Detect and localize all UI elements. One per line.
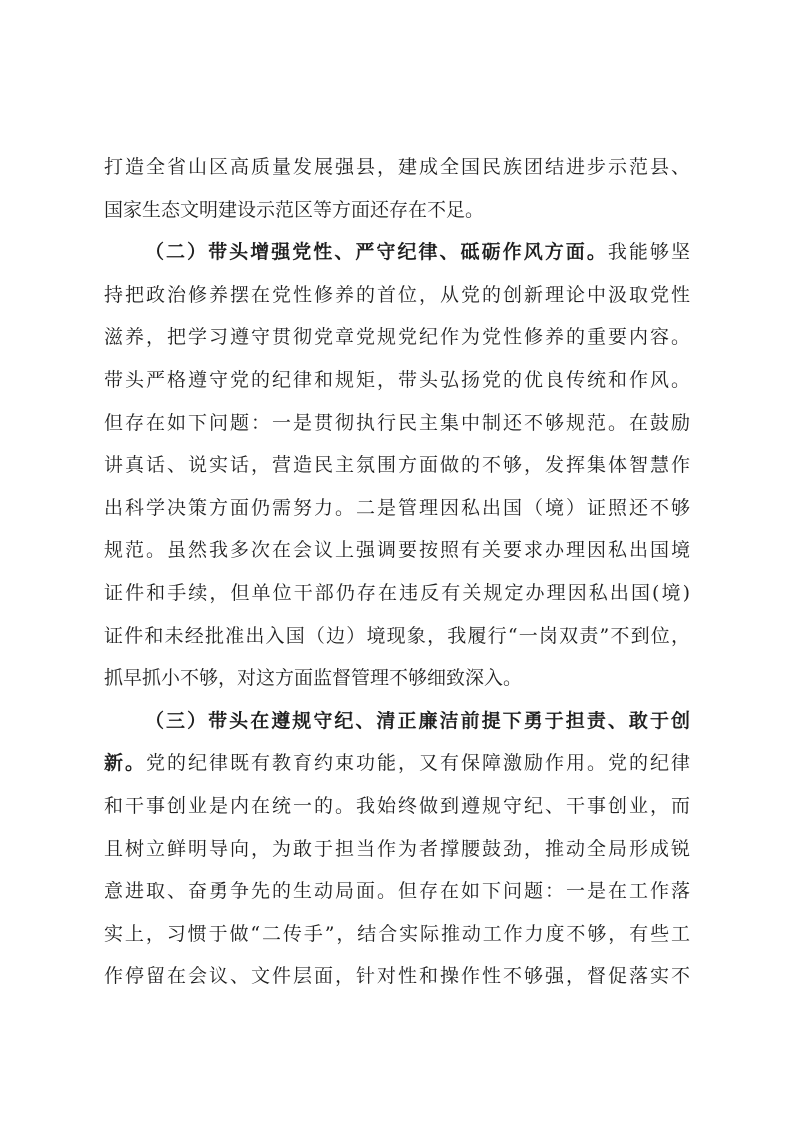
text-line: [104, 231, 690, 274]
text-line: [104, 189, 690, 232]
section-heading-text: （二）带头增强党性、严守纪律、砥砺作风方面。: [145, 241, 608, 264]
body-text: 滋养，把学习遵守贯彻党章党规党纪作为党性修养的重要内容。: [104, 326, 690, 349]
text-line: [104, 955, 690, 998]
text-line: [104, 700, 690, 743]
body-text: 和干事创业是内在统一的。我始终做到遵规守纪、干事创业，而: [104, 794, 690, 817]
body-text: 意进取、奋勇争先的生动局面。但存在如下问题：一是在工作落: [104, 880, 690, 903]
body-text: 打造全省山区高质量发展强县，建成全国民族团结进步示范县、: [104, 156, 690, 178]
text-block: [104, 146, 690, 998]
text-line: [104, 274, 690, 317]
section-heading-text: （三）带头在遵规守纪、清正廉洁前提下勇于担责、敢于创: [145, 709, 690, 732]
text-line: [104, 828, 690, 871]
body-text: 实上，习惯于做“二传手”，结合实际推动工作力度不够，有些工: [104, 922, 690, 945]
text-line: [104, 316, 690, 359]
body-text: 党的纪律既有教育约束功能，又有保障激励作用。党的纪律: [146, 752, 690, 775]
text-line: [104, 529, 690, 572]
text-line: [104, 870, 690, 913]
text-line: [104, 785, 690, 828]
body-text: 抓早抓小不够，对这方面监督管理不够细致深入。: [104, 667, 523, 690]
body-text: 我能够坚: [607, 241, 690, 264]
section-heading-text: 新。: [104, 752, 146, 775]
body-text: 证件和未经批准出入国（边）境现象，我履行“一岗双责”不到位，: [104, 624, 690, 647]
body-text: 证件和手续，但单位干部仍存在违反有关规定办理因私出国(境): [104, 581, 690, 604]
body-text: 出科学决策方面仍需努力。二是管理因私出国（境）证照还不够: [104, 496, 690, 519]
text-line: [104, 487, 690, 530]
text-line: [104, 359, 690, 402]
text-line: [104, 657, 690, 700]
text-line: [104, 444, 690, 487]
body-text: 讲真话、说实话，营造民主氛围方面做的不够，发挥集体智慧作: [104, 454, 690, 477]
body-text: 且树立鲜明导向，为敢于担当作为者撑腰鼓劲，推动全局形成锐: [104, 837, 690, 860]
text-line: [104, 402, 690, 445]
text-line: [104, 913, 690, 956]
body-text: 国家生态文明建设示范区等方面还存在不足。: [104, 198, 485, 221]
body-text: 带头严格遵守党的纪律和规矩，带头弘扬党的优良传统和作风。: [104, 368, 690, 391]
text-line: [104, 146, 690, 189]
text-line: [104, 742, 690, 785]
text-line: [104, 572, 690, 615]
body-text: 规范。虽然我多次在会议上强调要按照有关要求办理因私出国境: [104, 539, 690, 562]
body-text: 持把政治修养摆在党性修养的首位，从党的创新理论中汲取党性: [104, 283, 690, 306]
text-line: [104, 615, 690, 658]
body-text: 作停留在会议、文件层面，针对性和操作性不够强，督促落实不: [104, 965, 690, 988]
body-text: 但存在如下问题：一是贯彻执行民主集中制还不够规范。在鼓励: [104, 411, 690, 434]
